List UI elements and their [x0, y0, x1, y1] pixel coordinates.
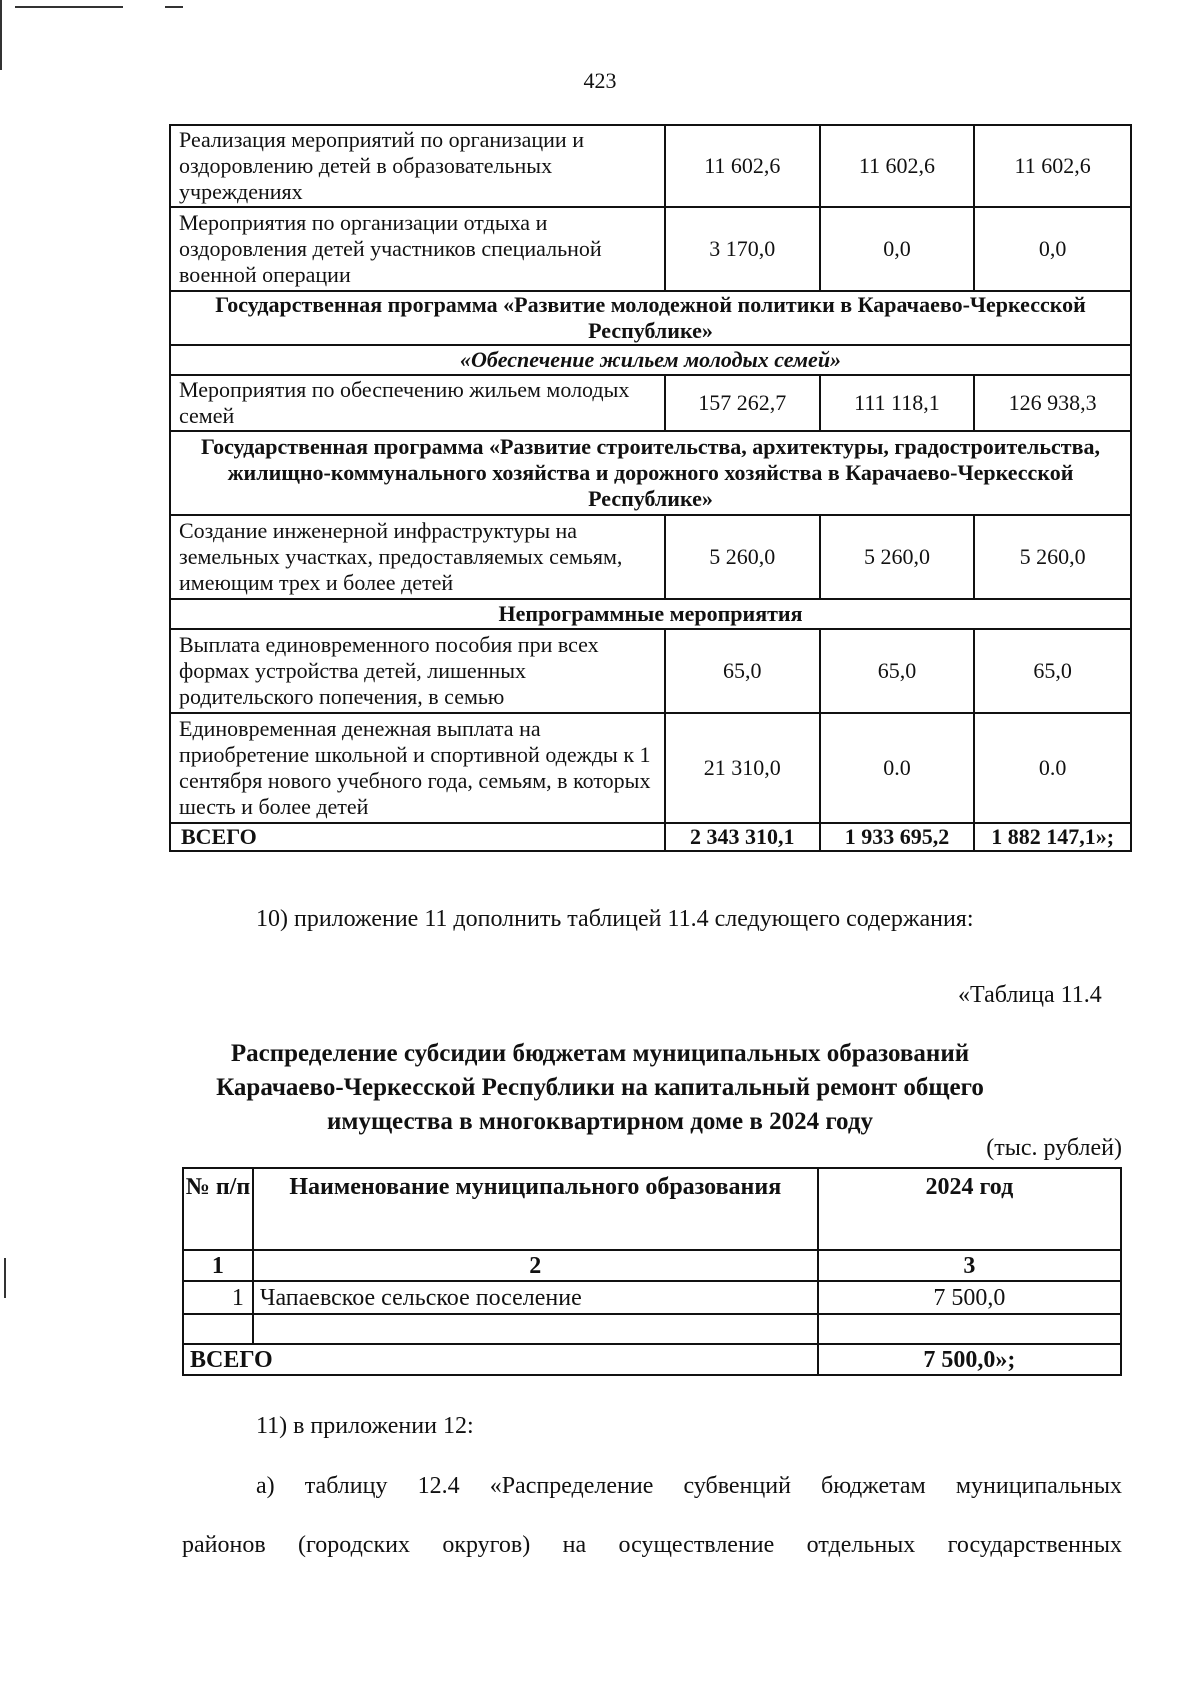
row-name: Мероприятия по обеспечению жильем молодых семей: [170, 375, 665, 431]
total-row: [183, 1344, 1121, 1375]
column-header-year: 2024 год: [818, 1168, 1121, 1250]
table-row: [170, 713, 1131, 823]
row-name: Реализация мероприятий по организации и оздоровлению детей в образовательных учреждениях: [170, 125, 665, 207]
section-row: [170, 599, 1131, 629]
total-value: 1 933 695,2: [820, 823, 975, 851]
value-cell: 157 262,7: [665, 375, 820, 431]
page-number: 423: [583, 68, 617, 93]
total-label: ВСЕГО: [183, 1344, 818, 1375]
table-row: [170, 515, 1131, 599]
value-cell: 65,0: [974, 629, 1131, 713]
section-row: [170, 291, 1131, 345]
row-number: [183, 1314, 253, 1344]
row-name: Единовременная денежная выплата на приобретение школьной и спортивной одежды к 1 сентября нового учебного года, семьям, в которых шесть и более детей: [170, 713, 665, 823]
column-number: 1: [183, 1250, 253, 1281]
value-cell: 5 260,0: [665, 515, 820, 599]
table-row: [170, 125, 1131, 207]
subsection-row: [170, 345, 1131, 375]
value-cell: 111 118,1: [820, 375, 975, 431]
value-cell: 0.0: [820, 713, 975, 823]
total-label: ВСЕГО: [170, 823, 665, 851]
total-value: 7 500,0»;: [818, 1344, 1121, 1375]
table-row: [170, 207, 1131, 291]
value-cell: 11 602,6: [665, 125, 820, 207]
table-row: [170, 375, 1131, 431]
paragraph-11: 11) в приложении 12:: [256, 1413, 474, 1439]
table-caption: «Таблица 11.4: [958, 982, 1102, 1008]
column-number: 2: [253, 1250, 818, 1281]
table-row: [170, 629, 1131, 713]
paragraph-a-line1: а) таблицу 12.4 «Распределение субвенций бюджетам муниципальных: [256, 1473, 1122, 1499]
total-value: 2 343 310,1: [665, 823, 820, 851]
paragraph-10: 10) приложение 11 дополнить таблицей 11.4 следующего содержания:: [256, 906, 974, 932]
section-heading: Государственная программа «Развитие строительства, архитектуры, градостроительства, жилищно-коммунального хозяйства и дорожного хозяйства в Карачаево-Черкесской Республике»: [170, 431, 1131, 515]
row-name: Мероприятия по организации отдыха и оздоровления детей участников специальной военной операции: [170, 207, 665, 291]
column-numbers-row: [183, 1250, 1121, 1281]
amount-cell: [818, 1314, 1121, 1344]
value-cell: 21 310,0: [665, 713, 820, 823]
column-header-number: № п/п: [183, 1168, 253, 1250]
total-row: [170, 823, 1131, 851]
value-cell: 65,0: [820, 629, 975, 713]
table-row: [183, 1281, 1121, 1314]
table-heading: Распределение субсидии бюджетам муниципальных образований Карачаево-Черкесской Республики на капитальный ремонт общего имущества в многоквартирном доме в 2024 году: [216, 1040, 984, 1135]
value-cell: 0,0: [974, 207, 1131, 291]
funding-table: [169, 124, 1132, 852]
units-label: (тыс. рублей): [986, 1135, 1122, 1161]
scan-margin-tick: [4, 1258, 6, 1298]
value-cell: 0,0: [820, 207, 975, 291]
section-heading: Государственная программа «Развитие молодежной политики в Карачаево-Черкесской Республике»: [170, 291, 1131, 345]
subsection-heading: «Обеспечение жильем молодых семей»: [170, 345, 1131, 375]
table-row-empty: [183, 1314, 1121, 1344]
value-cell: 11 602,6: [974, 125, 1131, 207]
funding-table-body: [170, 125, 1131, 851]
total-value: 1 882 147,1»;: [974, 823, 1131, 851]
municipality-name: Чапаевское сельское поселение: [253, 1281, 818, 1314]
row-name: Создание инженерной инфраструктуры на земельных участках, предоставляемых семьям, имеющим трех и более детей: [170, 515, 665, 599]
value-cell: 5 260,0: [974, 515, 1131, 599]
section-heading: Непрограммные мероприятия: [170, 599, 1131, 629]
municipality-name: [253, 1314, 818, 1344]
scan-margin-line: [0, 0, 2, 70]
paragraph-a-line2: районов (городских округов) на осуществление отдельных государственных: [182, 1532, 1122, 1558]
value-cell: 11 602,6: [820, 125, 975, 207]
value-cell: 0.0: [974, 713, 1131, 823]
column-header-name: Наименование муниципального образования: [253, 1168, 818, 1250]
row-number: 1: [183, 1281, 253, 1314]
scan-mark-top: [15, 6, 123, 8]
value-cell: 5 260,0: [820, 515, 975, 599]
value-cell: 3 170,0: [665, 207, 820, 291]
value-cell: 65,0: [665, 629, 820, 713]
section-row: [170, 431, 1131, 515]
subsidy-table: [182, 1167, 1122, 1376]
table-header-row: [183, 1168, 1121, 1250]
scan-mark-top-short: [165, 6, 183, 8]
row-name: Выплата единовременного пособия при всех формах устройства детей, лишенных родительского попечения, в семью: [170, 629, 665, 713]
value-cell: 126 938,3: [974, 375, 1131, 431]
amount-cell: 7 500,0: [818, 1281, 1121, 1314]
column-number: 3: [818, 1250, 1121, 1281]
